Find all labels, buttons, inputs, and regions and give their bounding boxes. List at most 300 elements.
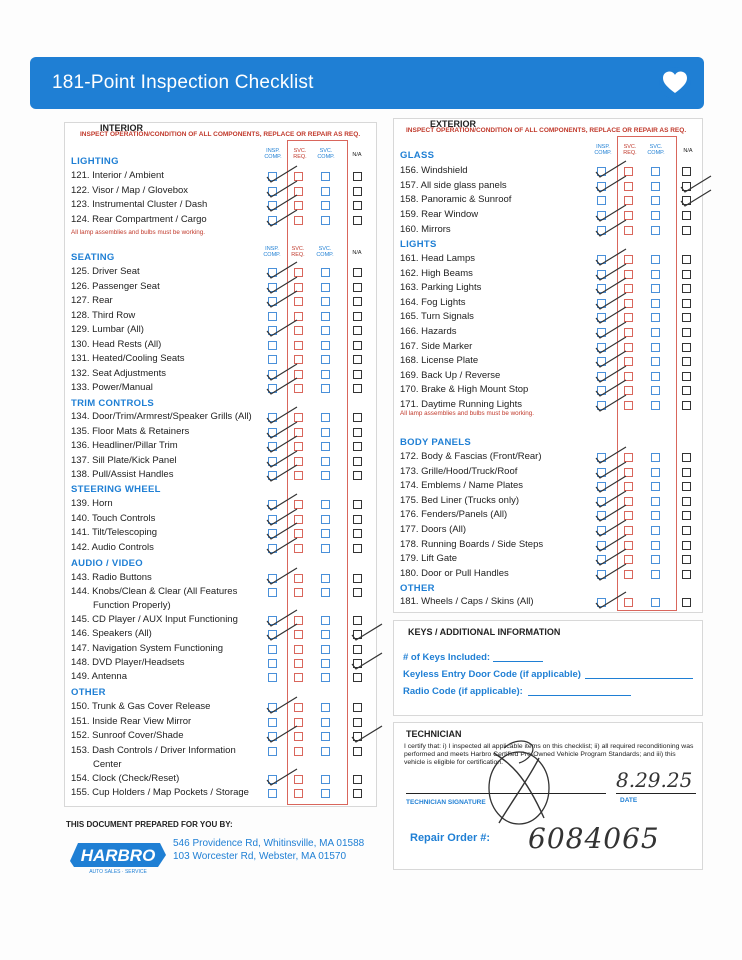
insp-comp-checkbox[interactable] <box>597 497 606 506</box>
na-checkbox[interactable] <box>682 570 691 579</box>
svc-req-checkbox[interactable] <box>294 326 303 335</box>
svc-req-checkbox[interactable] <box>624 270 633 279</box>
insp-comp-checkbox[interactable] <box>268 574 277 583</box>
svc-comp-checkbox[interactable] <box>321 442 330 451</box>
insp-comp-checkbox[interactable] <box>268 529 277 538</box>
na-checkbox[interactable] <box>682 511 691 520</box>
na-checkbox[interactable] <box>682 386 691 395</box>
insp-comp-checkbox[interactable] <box>268 370 277 379</box>
svc-comp-checkbox[interactable] <box>651 497 660 506</box>
date-line[interactable] <box>616 793 696 794</box>
svc-req-checkbox[interactable] <box>624 357 633 366</box>
svc-req-checkbox[interactable] <box>624 386 633 395</box>
keyless-code-label: Keyless Entry Door Code (if applicable) <box>403 669 581 680</box>
svc-req-checkbox[interactable] <box>294 187 303 196</box>
svc-comp-checkbox[interactable] <box>651 598 660 607</box>
svc-req-checkbox[interactable] <box>294 645 303 654</box>
svc-req-checkbox[interactable] <box>294 341 303 350</box>
svc-req-checkbox[interactable] <box>294 789 303 798</box>
svc-req-checkbox[interactable] <box>624 226 633 235</box>
interior-item: 122. Visor / Map / Glovebox <box>71 185 189 196</box>
svc-comp-checkbox[interactable] <box>651 555 660 564</box>
insp-comp-checkbox[interactable] <box>597 226 606 235</box>
svc-req-checkbox[interactable] <box>624 482 633 491</box>
svc-comp-checkbox[interactable] <box>321 312 330 321</box>
svc-comp-checkbox[interactable] <box>651 401 660 410</box>
svc-req-checkbox[interactable] <box>624 167 633 176</box>
svc-comp-checkbox[interactable] <box>321 172 330 181</box>
svc-comp-checkbox[interactable] <box>321 673 330 682</box>
interior-item: 128. Third Row <box>71 310 136 321</box>
interior-item: 149. Antenna <box>71 671 127 682</box>
na-checkbox[interactable] <box>682 343 691 352</box>
na-checkbox[interactable] <box>682 284 691 293</box>
svc-req-checkbox[interactable] <box>624 328 633 337</box>
address-line-1: 546 Providence Rd, Whitinsville, MA 01588 <box>173 838 365 849</box>
svc-req-checkbox[interactable] <box>624 570 633 579</box>
insp-comp-checkbox[interactable] <box>597 357 606 366</box>
svc-req-checkbox[interactable] <box>294 500 303 509</box>
svc-comp-checkbox[interactable] <box>651 511 660 520</box>
repair-order-value: 6084065 <box>528 822 660 855</box>
na-checkbox[interactable] <box>353 428 362 437</box>
exterior-lights-note: All lamp assemblies and bulbs must be working. <box>400 410 535 417</box>
insp-comp-checkbox[interactable] <box>268 283 277 292</box>
insp-comp-checkbox[interactable] <box>597 284 606 293</box>
svc-req-checkbox[interactable] <box>624 401 633 410</box>
svc-req-checkbox[interactable] <box>294 718 303 727</box>
insp-comp-checkbox[interactable] <box>597 167 606 176</box>
svc-comp-checkbox[interactable] <box>321 471 330 480</box>
insp-comp-checkbox[interactable] <box>268 718 277 727</box>
na-checkbox[interactable] <box>353 172 362 181</box>
svc-comp-checkbox[interactable] <box>321 413 330 422</box>
svc-req-checkbox[interactable] <box>294 515 303 524</box>
insp-comp-checkbox[interactable] <box>597 401 606 410</box>
svc-comp-checkbox[interactable] <box>321 283 330 292</box>
svc-req-checkbox[interactable] <box>624 182 633 191</box>
insp-comp-checkbox[interactable] <box>268 471 277 480</box>
na-checkbox[interactable] <box>353 775 362 784</box>
insp-comp-checkbox[interactable] <box>268 384 277 393</box>
svc-comp-checkbox[interactable] <box>321 718 330 727</box>
svc-comp-checkbox[interactable] <box>321 588 330 597</box>
svc-comp-checkbox[interactable] <box>321 500 330 509</box>
insp-comp-checkbox[interactable] <box>597 570 606 579</box>
na-checkbox[interactable] <box>353 673 362 682</box>
svc-req-checkbox[interactable] <box>294 442 303 451</box>
svc-comp-checkbox[interactable] <box>321 775 330 784</box>
na-checkbox[interactable] <box>353 216 362 225</box>
exterior-item: 160. Mirrors <box>400 224 451 235</box>
na-checkbox[interactable] <box>353 413 362 422</box>
radio-code-field[interactable] <box>528 695 631 696</box>
na-checkbox[interactable] <box>353 471 362 480</box>
interior-item: 141. Tilt/Telescoping <box>71 527 158 538</box>
insp-comp-checkbox[interactable] <box>597 372 606 381</box>
na-checkbox[interactable] <box>353 574 362 583</box>
svc-comp-checkbox[interactable] <box>321 384 330 393</box>
na-checkbox[interactable] <box>353 789 362 798</box>
ext-col-svc-comp: SVC. COMP. <box>647 144 665 156</box>
insp-comp-checkbox[interactable] <box>268 312 277 321</box>
na-checkbox[interactable] <box>682 453 691 462</box>
address-line-2: 103 Worcester Rd, Webster, MA 01570 <box>173 851 347 862</box>
svc-comp-checkbox[interactable] <box>321 370 330 379</box>
col-na: N/A <box>352 152 362 158</box>
na-checkbox[interactable] <box>682 598 691 607</box>
na-checkbox[interactable] <box>353 529 362 538</box>
svc-comp-checkbox[interactable] <box>321 515 330 524</box>
technician-signature <box>474 733 564 828</box>
exterior-item: 167. Side Marker <box>400 341 473 352</box>
na-checkbox[interactable] <box>353 645 362 654</box>
na-checkbox[interactable] <box>353 201 362 210</box>
insp-comp-checkbox[interactable] <box>268 588 277 597</box>
svc-req-checkbox[interactable] <box>294 588 303 597</box>
svc-req-checkbox[interactable] <box>294 297 303 306</box>
exterior-lights-heading: LIGHTS <box>400 239 437 250</box>
na-checkbox[interactable] <box>353 588 362 597</box>
svc-comp-checkbox[interactable] <box>651 541 660 550</box>
na-checkbox[interactable] <box>682 497 691 506</box>
insp-comp-checkbox[interactable] <box>268 775 277 784</box>
svc-req-checkbox[interactable] <box>294 574 303 583</box>
insp-comp-checkbox[interactable] <box>268 673 277 682</box>
na-checkbox[interactable] <box>353 326 362 335</box>
page-title: 181-Point Inspection Checklist <box>52 72 314 93</box>
svc-comp-checkbox[interactable] <box>321 574 330 583</box>
svc-comp-checkbox[interactable] <box>321 201 330 210</box>
svc-comp-checkbox[interactable] <box>321 703 330 712</box>
na-checkbox[interactable] <box>353 370 362 379</box>
col-insp-comp: INSP. COMP. <box>264 148 282 160</box>
svc-req-checkbox[interactable] <box>294 413 303 422</box>
svc-comp-checkbox[interactable] <box>321 297 330 306</box>
svc-comp-checkbox[interactable] <box>651 570 660 579</box>
insp-comp-checkbox[interactable] <box>268 201 277 210</box>
svc-req-checkbox[interactable] <box>294 428 303 437</box>
na-checkbox[interactable] <box>682 541 691 550</box>
svc-comp-checkbox[interactable] <box>651 468 660 477</box>
exterior-item: 169. Back Up / Reverse <box>400 370 501 381</box>
insp-comp-checkbox[interactable] <box>268 413 277 422</box>
svc-req-checkbox[interactable] <box>294 312 303 321</box>
exterior-item: 161. Head Lamps <box>400 253 475 264</box>
svc-comp-checkbox[interactable] <box>651 211 660 220</box>
svc-req-checkbox[interactable] <box>624 541 633 550</box>
repair-order-label: Repair Order #: <box>410 832 491 844</box>
na-checkbox[interactable] <box>353 500 362 509</box>
svc-req-checkbox[interactable] <box>624 372 633 381</box>
na-checkbox[interactable] <box>353 268 362 277</box>
insp-comp-checkbox[interactable] <box>268 789 277 798</box>
na-checkbox[interactable] <box>353 457 362 466</box>
lighting-heading: LIGHTING <box>71 156 119 167</box>
svc-comp-checkbox[interactable] <box>651 357 660 366</box>
na-checkbox[interactable] <box>682 226 691 235</box>
svc-comp-checkbox[interactable] <box>321 326 330 335</box>
insp-comp-checkbox[interactable] <box>597 270 606 279</box>
na-checkbox[interactable] <box>353 659 362 668</box>
interior-item: 142. Audio Controls <box>71 542 154 553</box>
exterior-title: EXTERIOR <box>430 119 477 129</box>
na-checkbox[interactable] <box>682 211 691 220</box>
svc-comp-checkbox[interactable] <box>321 457 330 466</box>
interior-item: 152. Sunroof Cover/Shade <box>71 730 184 741</box>
svc-comp-checkbox[interactable] <box>651 270 660 279</box>
insp-comp-checkbox[interactable] <box>268 268 277 277</box>
svc-comp-checkbox[interactable] <box>321 187 330 196</box>
na-checkbox[interactable] <box>353 355 362 364</box>
insp-comp-checkbox[interactable] <box>268 428 277 437</box>
svc-comp-checkbox[interactable] <box>321 544 330 553</box>
na-checkbox[interactable] <box>353 718 362 727</box>
svc-req-checkbox[interactable] <box>294 703 303 712</box>
interior-item: 150. Trunk & Gas Cover Release <box>71 701 211 712</box>
insp-comp-checkbox[interactable] <box>597 255 606 264</box>
exterior-item: 176. Fenders/Panels (All) <box>400 509 508 520</box>
na-checkbox[interactable] <box>353 297 362 306</box>
svc-comp-checkbox[interactable] <box>651 386 660 395</box>
na-checkbox[interactable] <box>682 401 691 410</box>
interior-item: 151. Inside Rear View Mirror <box>71 716 192 727</box>
svc-req-checkbox[interactable] <box>624 453 633 462</box>
insp-comp-checkbox[interactable] <box>597 211 606 220</box>
svc-req-checkbox[interactable] <box>624 468 633 477</box>
svc-req-checkbox[interactable] <box>294 659 303 668</box>
svc-comp-checkbox[interactable] <box>321 216 330 225</box>
insp-comp-checkbox[interactable] <box>268 732 277 741</box>
na-checkbox[interactable] <box>353 747 362 756</box>
svc-req-checkbox[interactable] <box>624 196 633 205</box>
insp-comp-checkbox[interactable] <box>268 703 277 712</box>
svc-req-checkbox[interactable] <box>294 630 303 639</box>
na-checkbox[interactable] <box>353 515 362 524</box>
svc-comp-checkbox[interactable] <box>651 313 660 322</box>
svc-req-checkbox[interactable] <box>624 511 633 520</box>
svc-req-checkbox[interactable] <box>294 201 303 210</box>
insp-comp-checkbox[interactable] <box>597 453 606 462</box>
exterior-item: 163. Parking Lights <box>400 282 482 293</box>
svc-req-checkbox[interactable] <box>294 673 303 682</box>
svc-comp-checkbox[interactable] <box>651 453 660 462</box>
svc-req-checkbox[interactable] <box>624 343 633 352</box>
svc-req-checkbox[interactable] <box>294 616 303 625</box>
insp-comp-checkbox[interactable] <box>268 442 277 451</box>
exterior-other-heading: OTHER <box>400 583 435 594</box>
insp-comp-checkbox[interactable] <box>268 630 277 639</box>
interior-item: 121. Interior / Ambient <box>71 170 164 181</box>
na-checkbox[interactable] <box>682 555 691 564</box>
na-checkbox[interactable] <box>682 328 691 337</box>
insp-comp-checkbox[interactable] <box>268 659 277 668</box>
svc-comp-checkbox[interactable] <box>321 747 330 756</box>
na-checkbox[interactable] <box>353 341 362 350</box>
interior-seating-heading: SEATING <box>71 252 115 263</box>
na-checkbox[interactable] <box>682 372 691 381</box>
insp-comp-checkbox[interactable] <box>597 526 606 535</box>
date-value: 8.29.25 <box>616 768 693 792</box>
svc-comp-checkbox[interactable] <box>651 226 660 235</box>
svc-req-checkbox[interactable] <box>624 555 633 564</box>
exterior-item: 172. Body & Fascias (Front/Rear) <box>400 451 542 462</box>
insp-comp-checkbox[interactable] <box>268 515 277 524</box>
insp-comp-checkbox[interactable] <box>268 326 277 335</box>
svc-comp-checkbox[interactable] <box>651 372 660 381</box>
na-checkbox[interactable] <box>353 283 362 292</box>
insp-comp-checkbox[interactable] <box>597 511 606 520</box>
svc-req-checkbox[interactable] <box>624 526 633 535</box>
svc-req-checkbox[interactable] <box>294 747 303 756</box>
insp-comp-checkbox[interactable] <box>597 313 606 322</box>
na-checkbox[interactable] <box>682 196 691 205</box>
insp-comp-checkbox[interactable] <box>597 328 606 337</box>
keyless-code-field[interactable] <box>585 678 693 679</box>
insp-comp-checkbox[interactable] <box>597 468 606 477</box>
svc-req-checkbox[interactable] <box>294 775 303 784</box>
insp-comp-checkbox[interactable] <box>597 555 606 564</box>
na-checkbox[interactable] <box>682 182 691 191</box>
svc-comp-checkbox[interactable] <box>321 789 330 798</box>
na-checkbox[interactable] <box>353 187 362 196</box>
svc-comp-checkbox[interactable] <box>321 645 330 654</box>
na-checkbox[interactable] <box>682 255 691 264</box>
svc-req-checkbox[interactable] <box>294 355 303 364</box>
svc-comp-checkbox[interactable] <box>651 167 660 176</box>
interior-item: 129. Lumbar (All) <box>71 324 144 335</box>
svc-comp-checkbox[interactable] <box>321 732 330 741</box>
na-checkbox[interactable] <box>353 442 362 451</box>
interior-item: 138. Pull/Assist Handles <box>71 469 174 480</box>
na-checkbox[interactable] <box>353 703 362 712</box>
svc-req-checkbox[interactable] <box>294 471 303 480</box>
interior-item: 135. Floor Mats & Retainers <box>71 426 190 437</box>
insp-comp-checkbox[interactable] <box>268 216 277 225</box>
svc-comp-checkbox[interactable] <box>321 659 330 668</box>
svc-comp-checkbox[interactable] <box>321 630 330 639</box>
svc-req-checkbox[interactable] <box>624 284 633 293</box>
interior-item: 139. Horn <box>71 498 113 509</box>
insp-comp-checkbox[interactable] <box>268 500 277 509</box>
na-checkbox[interactable] <box>353 630 362 639</box>
svc-req-checkbox[interactable] <box>624 497 633 506</box>
na-checkbox[interactable] <box>353 544 362 553</box>
na-checkbox[interactable] <box>682 167 691 176</box>
svc-req-checkbox[interactable] <box>624 299 633 308</box>
num-keys-label: # of Keys Included: <box>403 652 491 663</box>
insp-comp-checkbox[interactable] <box>268 544 277 553</box>
svc-req-checkbox[interactable] <box>294 529 303 538</box>
svc-comp-checkbox[interactable] <box>651 482 660 491</box>
num-keys-field[interactable] <box>493 661 543 662</box>
na-checkbox[interactable] <box>682 270 691 279</box>
heart-icon <box>658 66 692 100</box>
svc-comp-checkbox[interactable] <box>321 428 330 437</box>
interior-item: 143. Radio Buttons <box>71 572 152 583</box>
interior-item: 148. DVD Player/Headsets <box>71 657 185 668</box>
exterior-item: 177. Doors (All) <box>400 524 466 535</box>
svc-req-checkbox[interactable] <box>294 544 303 553</box>
svc-comp-checkbox[interactable] <box>651 343 660 352</box>
insp-comp-checkbox[interactable] <box>597 482 606 491</box>
svc-req-checkbox[interactable] <box>294 268 303 277</box>
svc-req-checkbox[interactable] <box>294 283 303 292</box>
insp-comp-checkbox[interactable] <box>597 541 606 550</box>
insp-comp-checkbox[interactable] <box>268 747 277 756</box>
svc-comp-checkbox[interactable] <box>321 341 330 350</box>
svc-req-checkbox[interactable] <box>624 598 633 607</box>
svc-comp-checkbox[interactable] <box>651 182 660 191</box>
svc-req-checkbox[interactable] <box>294 384 303 393</box>
na-checkbox[interactable] <box>682 482 691 491</box>
na-checkbox[interactable] <box>682 526 691 535</box>
svc-comp-checkbox[interactable] <box>321 529 330 538</box>
insp-comp-checkbox[interactable] <box>268 187 277 196</box>
insp-comp-checkbox[interactable] <box>597 182 606 191</box>
interior-item: 146. Speakers (All) <box>71 628 152 639</box>
svc-req-checkbox[interactable] <box>294 370 303 379</box>
insp-comp-checkbox[interactable] <box>597 299 606 308</box>
na-checkbox[interactable] <box>353 732 362 741</box>
svc-req-checkbox[interactable] <box>294 216 303 225</box>
insp-comp-checkbox[interactable] <box>597 598 606 607</box>
interior-item: 155. Cup Holders / Map Pockets / Storage <box>71 787 249 798</box>
interior-item: 153. Dash Controls / Driver Information <box>71 745 236 756</box>
insp-comp-checkbox[interactable] <box>597 386 606 395</box>
na-checkbox[interactable] <box>353 312 362 321</box>
svc-req-checkbox[interactable] <box>624 211 633 220</box>
svc-comp-checkbox[interactable] <box>651 196 660 205</box>
exterior-item: 165. Turn Signals <box>400 311 474 322</box>
na-checkbox[interactable] <box>682 299 691 308</box>
exterior-item: 173. Grille/Hood/Truck/Roof <box>400 466 518 477</box>
insp-comp-checkbox[interactable] <box>268 457 277 466</box>
svc-comp-checkbox[interactable] <box>321 355 330 364</box>
na-checkbox[interactable] <box>353 616 362 625</box>
insp-comp-checkbox[interactable] <box>597 196 606 205</box>
svc-comp-checkbox[interactable] <box>651 284 660 293</box>
svc-comp-checkbox[interactable] <box>651 255 660 264</box>
interior-seating-col-2: SVC. COMP. <box>316 246 334 258</box>
svc-req-checkbox[interactable] <box>294 732 303 741</box>
svc-req-checkbox[interactable] <box>624 313 633 322</box>
exterior-item: 171. Daytime Running Lights <box>400 399 522 410</box>
interior-item: 140. Touch Controls <box>71 513 156 524</box>
insp-comp-checkbox[interactable] <box>597 343 606 352</box>
svc-comp-checkbox[interactable] <box>321 616 330 625</box>
na-checkbox[interactable] <box>682 313 691 322</box>
na-checkbox[interactable] <box>682 357 691 366</box>
svc-req-checkbox[interactable] <box>294 457 303 466</box>
na-checkbox[interactable] <box>682 468 691 477</box>
svc-req-checkbox[interactable] <box>294 172 303 181</box>
insp-comp-checkbox[interactable] <box>268 297 277 306</box>
svc-comp-checkbox[interactable] <box>651 299 660 308</box>
exterior-item: 181. Wheels / Caps / Skins (All) <box>400 596 534 607</box>
svc-comp-checkbox[interactable] <box>321 268 330 277</box>
insp-comp-checkbox[interactable] <box>268 616 277 625</box>
svc-req-checkbox[interactable] <box>624 255 633 264</box>
interior-item: 134. Door/Trim/Armrest/Speaker Grills (All) <box>71 411 252 422</box>
insp-comp-checkbox[interactable] <box>268 341 277 350</box>
svc-comp-checkbox[interactable] <box>651 526 660 535</box>
na-checkbox[interactable] <box>353 384 362 393</box>
insp-comp-checkbox[interactable] <box>268 355 277 364</box>
insp-comp-checkbox[interactable] <box>268 645 277 654</box>
insp-comp-checkbox[interactable] <box>268 172 277 181</box>
svc-comp-checkbox[interactable] <box>651 328 660 337</box>
